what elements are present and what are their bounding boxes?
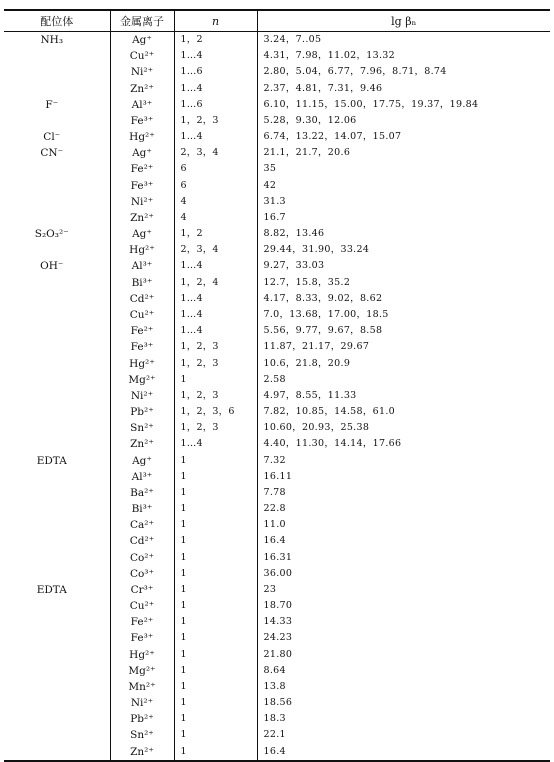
table-row [4,436,550,452]
lg-beta-cell: 9.27，33.03 [257,258,550,274]
table-row [4,145,550,161]
ligand-cell [4,372,110,388]
n-cell: 1，2 [174,32,257,49]
ligand-cell [4,630,110,646]
n-cell: 1 [174,614,257,630]
table-row [4,598,550,614]
table-row [4,517,550,533]
metal-ion-cell: Fe³⁺ [110,178,174,194]
header-n: n [174,10,257,32]
table-row [4,711,550,727]
table-row [4,404,550,420]
lg-beta-cell: 3.24，7..05 [257,32,550,49]
n-cell: 1，2，3，6 [174,404,257,420]
n-cell: 1，2 [174,226,257,242]
lg-beta-cell: 7.32 [257,452,550,468]
ligand-cell [4,178,110,194]
table-row [4,550,550,566]
table-row [4,614,550,630]
ligand-cell [4,436,110,452]
table-row [4,630,550,646]
ligand-cell [4,663,110,679]
n-cell: 2，3，4 [174,242,257,258]
lg-beta-cell: 2.80，5.04，6.77，7.96，8.71，8.74 [257,64,550,80]
n-cell: 1 [174,550,257,566]
ligand-cell [4,194,110,210]
metal-ion-cell: Hg²⁺ [110,647,174,663]
lg-beta-cell: 18.3 [257,711,550,727]
lg-beta-cell: 24.23 [257,630,550,646]
table-row [4,388,550,404]
metal-ion-cell: Cu²⁺ [110,307,174,323]
metal-ion-cell: Cd²⁺ [110,291,174,307]
ligand-cell [4,291,110,307]
table-row [4,566,550,582]
ligand-cell [4,533,110,549]
ligand-cell [4,679,110,695]
metal-ion-cell: Sn²⁺ [110,727,174,743]
table-header-row [4,10,550,32]
n-cell: 1 [174,630,257,646]
table-row [4,533,550,549]
table-row [4,226,550,242]
metal-ion-cell: Ni²⁺ [110,388,174,404]
lg-beta-cell: 16.7 [257,210,550,226]
table-row [4,178,550,194]
table-row [4,663,550,679]
n-cell: 1…4 [174,81,257,97]
metal-ion-cell: Ni²⁺ [110,695,174,711]
n-cell: 1 [174,727,257,743]
lg-beta-cell: 6.10，11.15，15.00，17.75，19.37，19.84 [257,97,550,113]
lg-beta-cell: 10.6，21.8，20.9 [257,355,550,371]
n-cell: 1…4 [174,129,257,145]
metal-ion-cell: Al³⁺ [110,97,174,113]
ligand-cell [4,550,110,566]
lg-beta-cell: 11.0 [257,517,550,533]
n-cell: 1 [174,679,257,695]
metal-ion-cell: Hg²⁺ [110,242,174,258]
metal-ion-cell: Al³⁺ [110,469,174,485]
n-cell: 1 [174,744,257,761]
stability-constant-table [4,9,550,762]
lg-beta-cell: 22.8 [257,501,550,517]
n-cell: 1 [174,711,257,727]
n-cell: 1…6 [174,64,257,80]
n-cell: 1，2，3 [174,113,257,129]
n-cell: 1 [174,582,257,598]
ligand-cell: F⁻ [45,98,59,111]
ligand-cell [4,744,110,761]
metal-ion-cell: Fe²⁺ [110,323,174,339]
ligand-cell [4,485,110,501]
metal-ion-cell: Hg²⁺ [110,355,174,371]
n-cell: 1…4 [174,258,257,274]
n-cell: 1 [174,695,257,711]
ligand-cell [4,566,110,582]
lg-beta-cell: 5.56，9.77，9.67，8.58 [257,323,550,339]
n-cell: 6 [174,178,257,194]
metal-ion-cell: Ag⁺ [110,452,174,468]
lg-beta-cell: 8.64 [257,663,550,679]
metal-ion-cell: Ni²⁺ [110,194,174,210]
table-row [4,727,550,743]
metal-ion-cell: Sn²⁺ [110,420,174,436]
table-row [4,210,550,226]
ligand-cell: EDTA [36,583,67,596]
lg-beta-cell: 18.56 [257,695,550,711]
lg-beta-cell: 21.80 [257,647,550,663]
n-cell: 4 [174,194,257,210]
metal-ion-cell: Co³⁺ [110,566,174,582]
table-row [4,679,550,695]
metal-ion-cell: Cu²⁺ [110,598,174,614]
table-row [4,339,550,355]
n-cell: 2，3，4 [174,145,257,161]
ligand-cell [4,210,110,226]
ligand-cell: CN⁻ [40,147,64,160]
metal-ion-cell: Hg²⁺ [110,129,174,145]
table-body [4,32,550,761]
metal-ion-cell: Ag⁺ [110,226,174,242]
lg-beta-cell: 29.44，31.90，33.24 [257,242,550,258]
ligand-cell [4,388,110,404]
ligand-cell [4,404,110,420]
lg-beta-cell: 4.17，8.33，9.02，8.62 [257,291,550,307]
table-row [4,64,550,80]
lg-beta-cell: 2.37，4.81，7.31，9.46 [257,81,550,97]
lg-beta-cell: 35 [257,161,550,177]
n-cell: 1，2，4 [174,275,257,291]
table-row [4,258,550,274]
n-cell: 1 [174,533,257,549]
metal-ion-cell: Pb²⁺ [110,711,174,727]
table-row [4,420,550,436]
n-cell: 1…4 [174,291,257,307]
ligand-cell [4,517,110,533]
metal-ion-cell: Co²⁺ [110,550,174,566]
table-row [4,485,550,501]
table-row [4,501,550,517]
ligand-cell [4,598,110,614]
metal-ion-cell: Ba²⁺ [110,485,174,501]
metal-ion-cell: Bi³⁺ [110,501,174,517]
ligand-cell: EDTA [36,454,67,467]
metal-ion-cell: Ni²⁺ [110,64,174,80]
ligand-cell [4,727,110,743]
lg-beta-cell: 18.70 [257,598,550,614]
lg-beta-cell: 36.00 [257,566,550,582]
n-cell: 1 [174,469,257,485]
lg-beta-cell: 23 [257,582,550,598]
ligand-cell [4,48,110,64]
lg-beta-cell: 13.8 [257,679,550,695]
ligand-cell: NH₃ [40,34,64,47]
metal-ion-cell: Fe³⁺ [110,113,174,129]
ligand-cell [4,242,110,258]
table-row [4,113,550,129]
n-cell: 1 [174,598,257,614]
metal-ion-cell: Fe³⁺ [110,630,174,646]
n-cell: 1…4 [174,307,257,323]
table-row [4,291,550,307]
ligand-cell: Cl⁻ [43,131,61,144]
metal-ion-cell: Fe²⁺ [110,161,174,177]
metal-ion-cell: Zn²⁺ [110,81,174,97]
lg-beta-cell: 4.40，11.30，14.14，17.66 [257,436,550,452]
n-cell: 1 [174,566,257,582]
table-row [4,129,550,145]
table-row [4,695,550,711]
lg-beta-cell: 10.60，20.93，25.38 [257,420,550,436]
ligand-cell: OH⁻ [40,260,64,273]
metal-ion-cell: Ag⁺ [110,32,174,49]
lg-beta-cell: 14.33 [257,614,550,630]
ligand-cell [4,307,110,323]
lg-beta-cell: 22.1 [257,727,550,743]
n-cell: 1，2，3 [174,420,257,436]
ligand-cell [4,275,110,291]
metal-ion-cell: Cd²⁺ [110,533,174,549]
metal-ion-cell: Pb²⁺ [110,404,174,420]
metal-ion-cell: Mn²⁺ [110,679,174,695]
ligand-cell [4,323,110,339]
metal-ion-cell: Ag⁺ [110,145,174,161]
lg-beta-cell: 16.4 [257,533,550,549]
lg-beta-cell: 7.82，10.85，14.58，61.0 [257,404,550,420]
metal-ion-cell: Mg²⁺ [110,663,174,679]
n-cell: 1…4 [174,436,257,452]
n-cell: 6 [174,161,257,177]
metal-ion-cell: Zn²⁺ [110,210,174,226]
ligand-cell [4,64,110,80]
lg-beta-cell: 6.74，13.22，14.07，15.07 [257,129,550,145]
n-cell: 1 [174,485,257,501]
ligand-cell [4,614,110,630]
ligand-cell [4,711,110,727]
metal-ion-cell: Cu²⁺ [110,48,174,64]
lg-beta-cell: 42 [257,178,550,194]
ligand-cell [4,501,110,517]
n-cell: 1 [174,501,257,517]
table-row [4,647,550,663]
ligand-cell [4,81,110,97]
lg-beta-cell: 16.31 [257,550,550,566]
ligand-cell [4,647,110,663]
n-cell: 1 [174,452,257,468]
n-cell: 1，2，3 [174,339,257,355]
metal-ion-cell: Ca²⁺ [110,517,174,533]
table-row [4,242,550,258]
lg-beta-cell: 7.78 [257,485,550,501]
table-row [4,372,550,388]
header-metal-ion: 金属离子 [110,10,174,32]
table-row [4,97,550,113]
ligand-cell [4,161,110,177]
lg-beta-cell: 16.4 [257,744,550,761]
table-row [4,194,550,210]
n-cell: 4 [174,210,257,226]
table-row [4,355,550,371]
lg-beta-cell: 4.97，8.55，11.33 [257,388,550,404]
table-row [4,48,550,64]
metal-ion-cell: Al³⁺ [110,258,174,274]
lg-beta-cell: 31.3 [257,194,550,210]
header-lg-beta: lg βₙ [257,10,550,32]
lg-beta-cell: 16.11 [257,469,550,485]
table-row [4,744,550,761]
lg-beta-cell: 2.58 [257,372,550,388]
table-row [4,161,550,177]
table-row [4,452,550,468]
table-row [4,275,550,291]
table-row [4,582,550,598]
metal-ion-cell: Zn²⁺ [110,436,174,452]
n-cell: 1…4 [174,323,257,339]
table-row [4,32,550,49]
metal-ion-cell: Fe³⁺ [110,339,174,355]
ligand-cell [4,695,110,711]
n-cell: 1 [174,647,257,663]
lg-beta-cell: 7.0，13.68，17.00，18.5 [257,307,550,323]
metal-ion-cell: Cr³⁺ [110,582,174,598]
lg-beta-cell: 12.7，15.8，35.2 [257,275,550,291]
n-cell: 1 [174,372,257,388]
metal-ion-cell: Fe²⁺ [110,614,174,630]
table-row [4,323,550,339]
lg-beta-cell: 5.28，9.30，12.06 [257,113,550,129]
metal-ion-cell: Mg²⁺ [110,372,174,388]
lg-beta-cell: 4.31，7.98，11.02，13.32 [257,48,550,64]
n-cell: 1 [174,663,257,679]
lg-beta-cell: 8.82，13.46 [257,226,550,242]
ligand-cell [4,339,110,355]
n-cell: 1，2，3 [174,388,257,404]
ligand-cell [4,113,110,129]
n-cell: 1 [174,517,257,533]
table-row [4,307,550,323]
ligand-cell [4,355,110,371]
metal-ion-cell: Bi³⁺ [110,275,174,291]
lg-beta-cell: 21.1，21.7，20.6 [257,145,550,161]
n-cell: 1，2，3 [174,355,257,371]
ligand-cell: S₂O₃²⁻ [34,228,69,241]
ligand-cell [4,420,110,436]
metal-ion-cell: Zn²⁺ [110,744,174,761]
header-ligand: 配位体 [4,10,110,32]
table-row [4,81,550,97]
lg-beta-cell: 11.87，21.17，29.67 [257,339,550,355]
table-row [4,469,550,485]
ligand-cell [4,469,110,485]
n-cell: 1…6 [174,97,257,113]
n-cell: 1…4 [174,48,257,64]
